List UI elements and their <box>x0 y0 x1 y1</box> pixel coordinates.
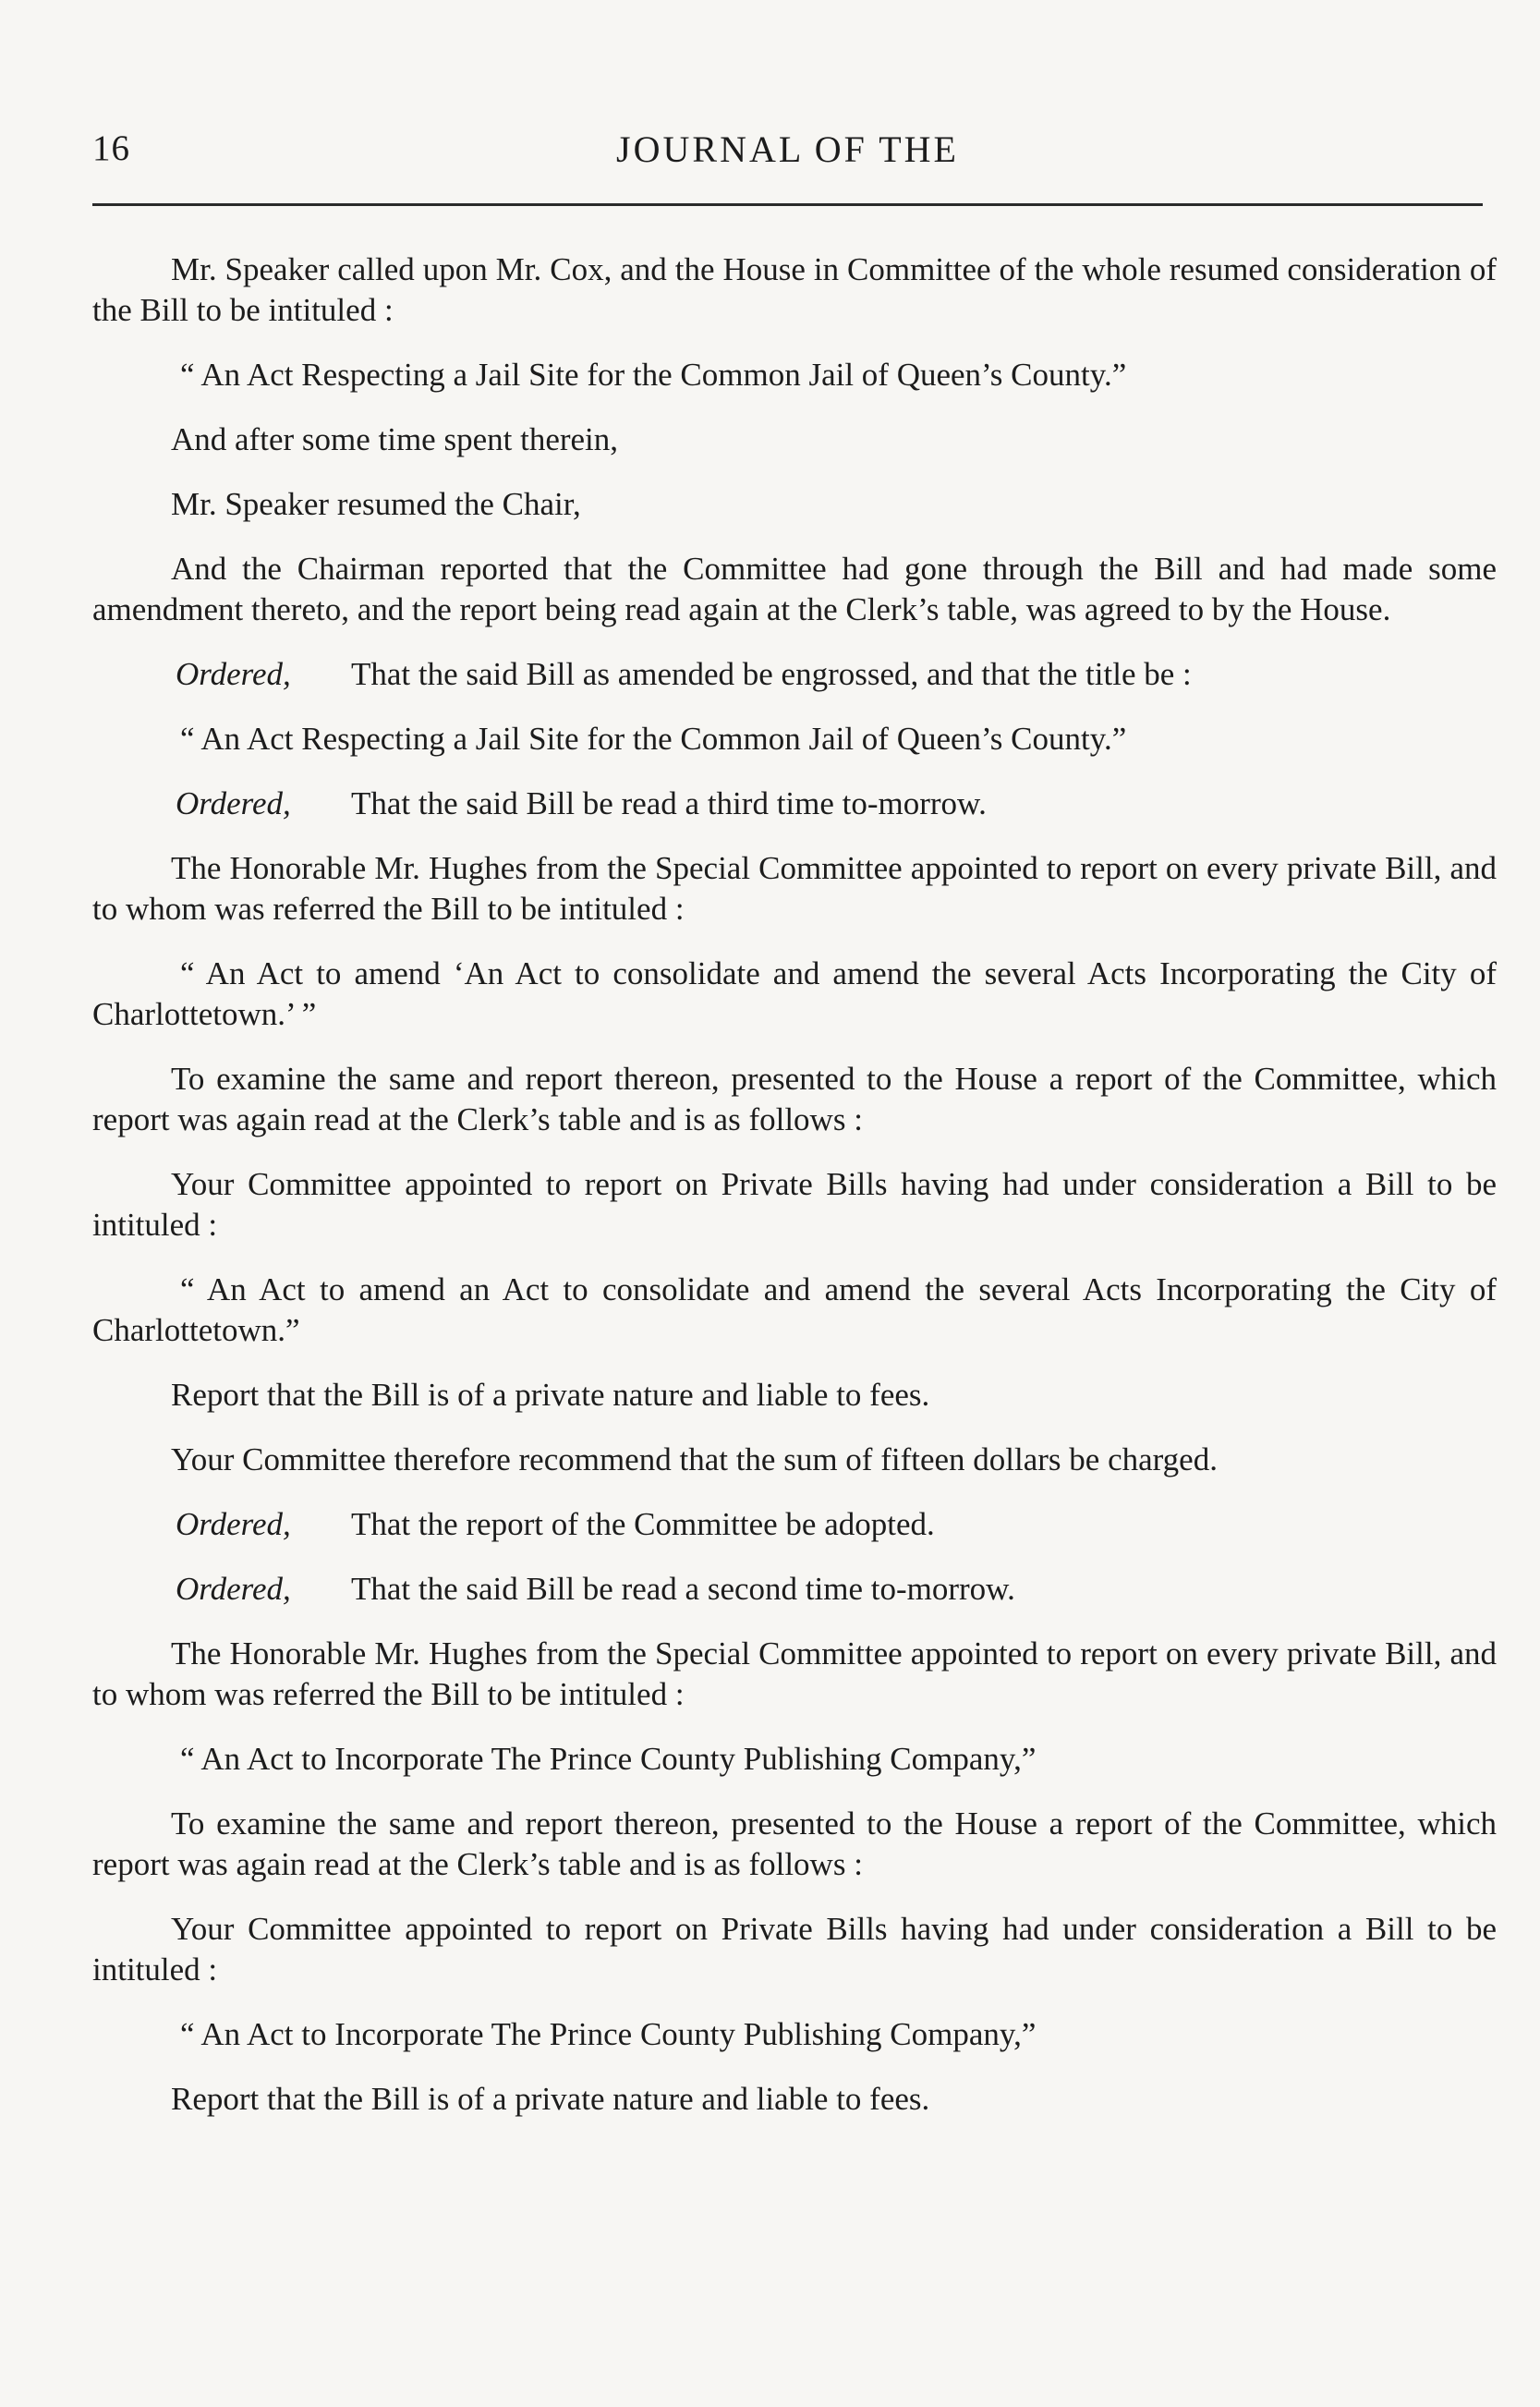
paragraph: Your Committee appointed to report on Private Bills having had under consideration a Bill to be intituled : <box>92 1911 1497 1988</box>
page-number: 16 <box>92 128 130 168</box>
paragraph: Mr. Speaker called upon Mr. Cox, and the House in Committee of the whole resumed consideration of the Bill to be intituled : <box>92 251 1497 328</box>
paragraph: Your Committee appointed to report on Private Bills having had under consideration a Bill to be intituled : <box>92 1166 1497 1243</box>
paragraph: Your Committee therefore recommend that the sum of fifteen dollars be charged. <box>171 1441 1218 1477</box>
bill-title-quote: “ An Act to Incorporate The Prince County Publishing Company,” <box>180 1741 1037 1777</box>
paragraph: And after some time spent therein, <box>171 421 619 457</box>
paragraph: The Honorable Mr. Hughes from the Special Committee appointed to report on every private Bill, and to whom was referred the Bill to be intituled : <box>92 1635 1497 1712</box>
order-entry <box>92 784 1497 824</box>
bill-title-quote: “ An Act to amend an Act to consolidate and amend the several Acts Incorporating the City of Charlottetown.” <box>92 1271 1497 1348</box>
order-text: That the report of the Committee be adopted. <box>351 1506 935 1542</box>
header-rule <box>92 203 1483 206</box>
bill-title-quote: “ An Act to Incorporate The Prince County Publishing Company,” <box>180 2016 1037 2052</box>
bill-title-quote: “ An Act to amend ‘An Act to consolidate and amend the several Acts Incorporating the City of Charlottetown.’ ” <box>92 955 1497 1032</box>
order-entry <box>92 654 1497 695</box>
order-entry <box>92 1569 1497 1610</box>
order-text: That the said Bill be read a second time to-morrow. <box>351 1571 1015 1607</box>
order-label: Ordered, <box>176 1571 291 1607</box>
bill-title-quote: “ An Act Respecting a Jail Site for the Common Jail of Queen’s County.” <box>180 357 1127 393</box>
order-label: Ordered, <box>176 785 291 821</box>
journal-body <box>92 249 1497 2144</box>
running-title: JOURNAL OF THE <box>616 128 959 170</box>
paragraph: To examine the same and report thereon, presented to the House a report of the Committee, which report was again read at the Clerk’s table and is as follows : <box>92 1061 1497 1137</box>
paragraph: Report that the Bill is of a private nature and liable to fees. <box>171 1377 930 1413</box>
bill-title-quote: “ An Act Respecting a Jail Site for the Common Jail of Queen’s County.” <box>180 721 1127 757</box>
page-header <box>92 128 1483 183</box>
order-text: That the said Bill as amended be engrossed, and that the title be : <box>351 656 1192 692</box>
paragraph: Mr. Speaker resumed the Chair, <box>171 486 581 522</box>
paragraph: The Honorable Mr. Hughes from the Special Committee appointed to report on every private Bill, and to whom was referred the Bill to be intituled : <box>92 850 1497 927</box>
order-label: Ordered, <box>176 1506 291 1542</box>
paragraph: To examine the same and report thereon, presented to the House a report of the Committee, which report was again read at the Clerk’s table and is as follows : <box>92 1805 1497 1882</box>
order-text: That the said Bill be read a third time to-morrow. <box>351 785 987 821</box>
order-entry <box>92 1504 1497 1545</box>
paragraph: And the Chairman reported that the Committee had gone through the Bill and had made some amendment thereto, and the report being read again at the Clerk’s table, was agreed to by the House. <box>92 551 1497 627</box>
paragraph: Report that the Bill is of a private nature and liable to fees. <box>171 2081 930 2117</box>
order-label: Ordered, <box>176 656 291 692</box>
